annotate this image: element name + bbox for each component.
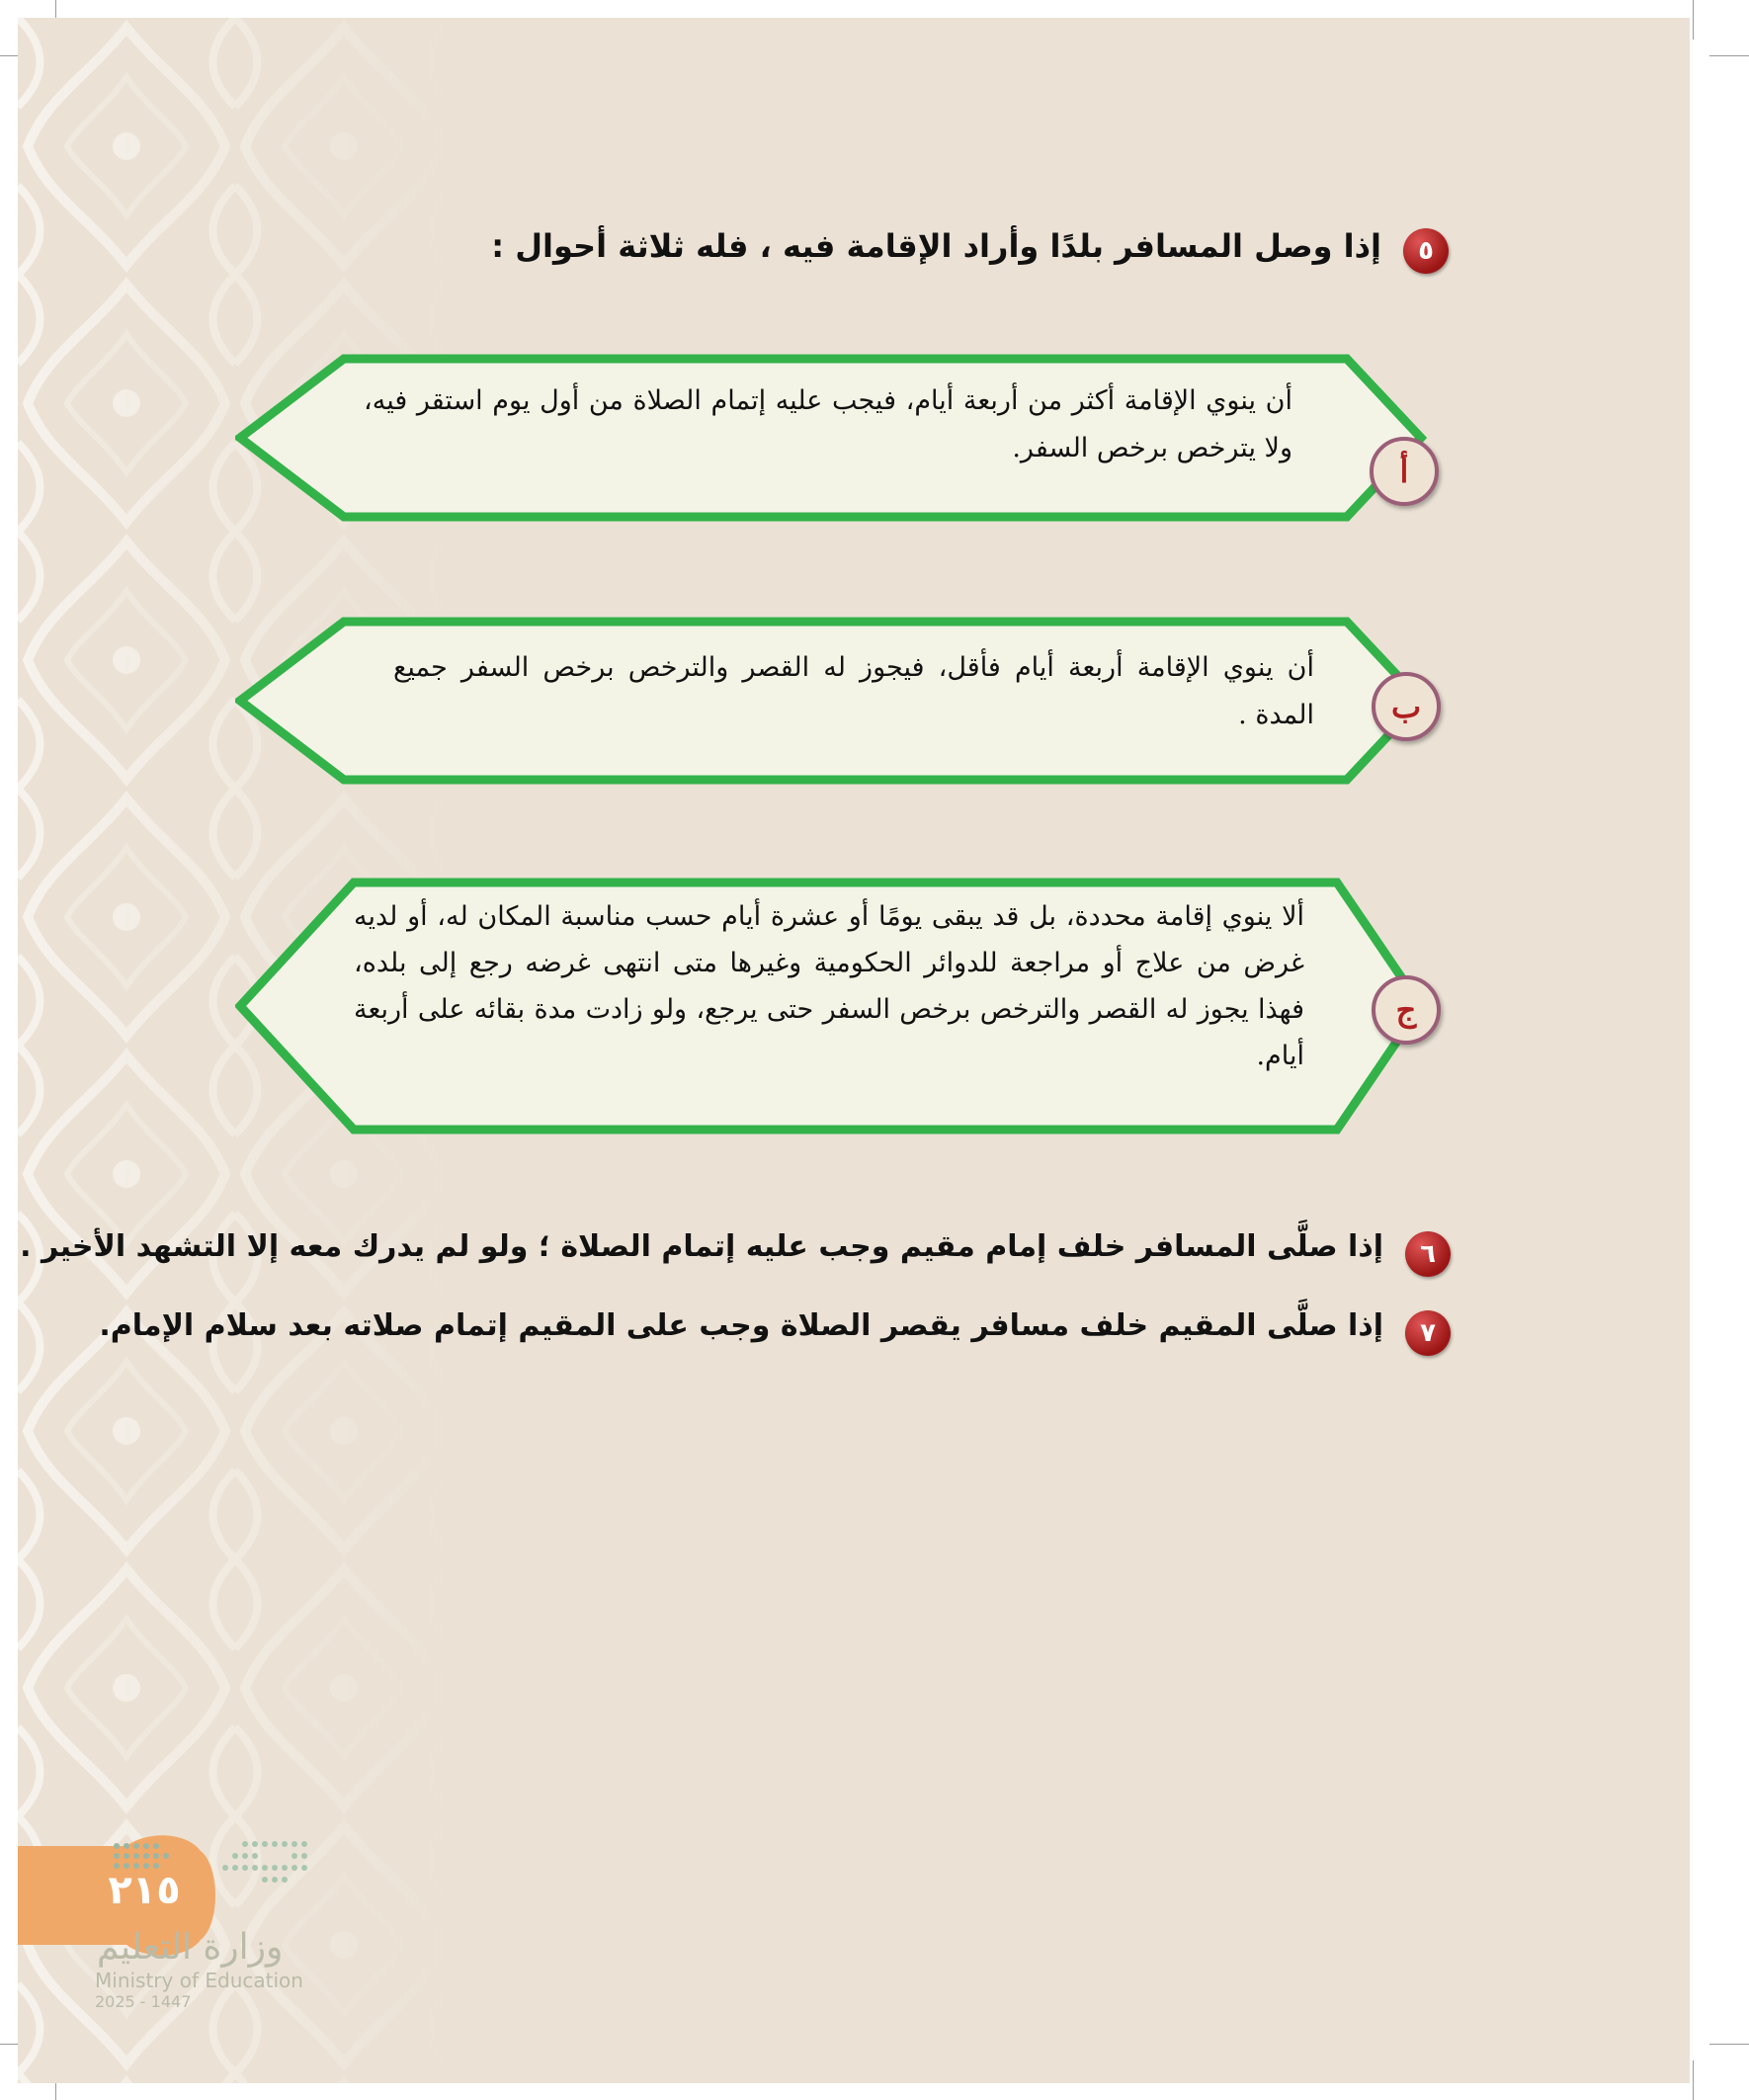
edition-year: 2025 - 1447 xyxy=(95,1992,192,2011)
crop-mark xyxy=(1709,2044,1749,2045)
crop-mark xyxy=(1709,55,1749,56)
case-a-letter-badge: أ xyxy=(1370,437,1439,506)
case-c-text: ألا ينوي إقامة محددة، بل قد يبقى يومًا أو عشرة أيام حسب مناسبة المكان له، أو لديه غرض من علاج أو مراجعة للدوائر الحكومية وغيرها متى انتهى غرضه رجع إلى بلده، فهذا يجوز له القصر والترخص برخص السفر حتى يرجع، ولو زادت مدة بقائه على أربعة أيام. xyxy=(354,901,1304,1071)
item-6-number-badge: ٦ xyxy=(1405,1231,1451,1277)
case-a-text: أن ينوي الإقامة أكثر من أربعة أيام، فيجب عليه إتمام الصلاة من أول يوم استقر فيه، ولا يترخص برخص السفر. xyxy=(364,385,1292,463)
item-7-number-badge: ٧ xyxy=(1405,1310,1451,1356)
case-b-letter-badge: ب xyxy=(1372,672,1441,741)
item-5-heading: إذا وصل المسافر بلدًا وأراد الإقامة فيه ، فله ثلاثة أحوال : xyxy=(491,227,1381,265)
crop-mark xyxy=(1693,2060,1694,2100)
item-6-text: إذا صلَّى المسافر خلف إمام مقيم وجب عليه إتمام الصلاة ؛ ولو لم يدرك معه إلا التشهد الأخير . xyxy=(20,1229,1383,1264)
case-b-text: أن ينوي الإقامة أربعة أيام فأقل، فيجوز له القصر والترخص برخص السفر جميع المدة . xyxy=(393,652,1314,730)
ministry-name-arabic: وزارة التعليم xyxy=(97,1927,284,1968)
textbook-page xyxy=(18,18,1690,2083)
case-c-letter-badge: ج xyxy=(1372,975,1441,1045)
crop-mark xyxy=(1693,0,1694,40)
item-7-text: إذا صلَّى المقيم خلف مسافر يقصر الصلاة وجب على المقيم إتمام صلاته بعد سلام الإمام. xyxy=(99,1308,1383,1343)
ministry-name-english: Ministry of Education xyxy=(95,1969,303,1992)
item-5-number-badge: ٥ xyxy=(1403,228,1449,274)
page-number: ٢١٥ xyxy=(108,1868,181,1913)
